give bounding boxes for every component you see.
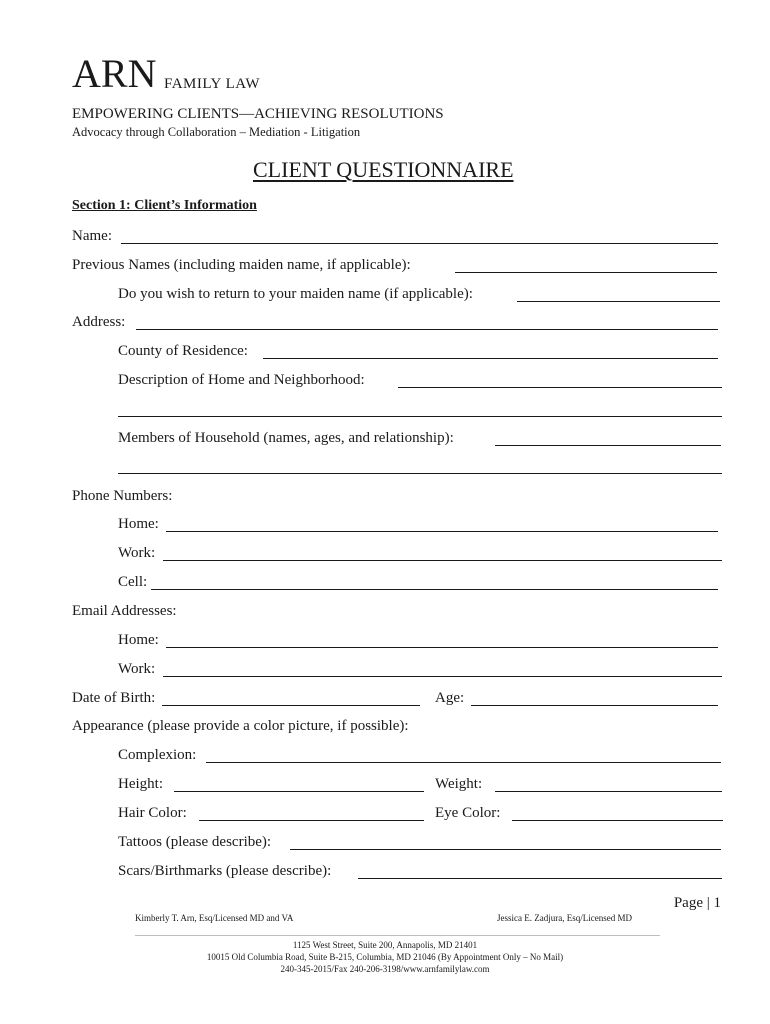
name-label: Name: bbox=[72, 228, 112, 244]
email-work-label: Work: bbox=[118, 661, 156, 677]
subtagline: Advocacy through Collaboration – Mediation - Litigation bbox=[72, 125, 361, 139]
name-field[interactable] bbox=[121, 243, 718, 244]
county-field[interactable] bbox=[263, 358, 718, 359]
household-label: Members of Household (names, ages, and relationship): bbox=[118, 430, 454, 446]
page-number: Page | 1 bbox=[673, 895, 721, 911]
tattoos-field[interactable] bbox=[290, 849, 721, 850]
household-field[interactable] bbox=[495, 445, 721, 446]
tattoos-label: Tattoos (please describe): bbox=[118, 834, 272, 850]
attorney-right: Jessica E. Zadjura, Esq/Licensed MD bbox=[497, 913, 632, 923]
footer-divider bbox=[135, 935, 660, 936]
phone-work-label: Work: bbox=[118, 545, 156, 561]
email-addresses-label: Email Addresses: bbox=[72, 603, 177, 619]
section-heading: Section 1: Client’s Information bbox=[72, 198, 257, 213]
hair-color-field[interactable] bbox=[199, 820, 424, 821]
phone-numbers-label: Phone Numbers: bbox=[72, 488, 173, 504]
eye-color-field[interactable] bbox=[512, 820, 723, 821]
phone-cell-field[interactable] bbox=[151, 589, 718, 590]
return-maiden-field[interactable] bbox=[517, 301, 720, 302]
phone-work-field[interactable] bbox=[163, 560, 722, 561]
dob-field[interactable] bbox=[162, 705, 420, 706]
complexion-label: Complexion: bbox=[118, 747, 197, 763]
age-label: Age: bbox=[435, 690, 465, 706]
page-title: CLIENT QUESTIONNAIRE bbox=[253, 157, 514, 182]
previous-names-label: Previous Names (including maiden name, if applicable): bbox=[72, 257, 411, 273]
dob-label: Date of Birth: bbox=[72, 690, 156, 706]
weight-field[interactable] bbox=[495, 791, 722, 792]
scars-field[interactable] bbox=[358, 878, 722, 879]
height-label: Height: bbox=[118, 776, 163, 792]
phone-home-label: Home: bbox=[118, 516, 159, 532]
height-field[interactable] bbox=[174, 791, 424, 792]
phone-cell-label: Cell: bbox=[118, 574, 148, 590]
age-field[interactable] bbox=[471, 705, 718, 706]
county-label: County of Residence: bbox=[118, 343, 248, 359]
logo-family-law: FAMILY LAW bbox=[164, 76, 261, 92]
logo-arn: ARN bbox=[72, 51, 157, 96]
home-description-field[interactable] bbox=[398, 387, 722, 388]
complexion-field[interactable] bbox=[206, 762, 721, 763]
appearance-label: Appearance (please provide a color picture, if possible): bbox=[72, 718, 409, 734]
email-home-field[interactable] bbox=[166, 647, 718, 648]
hair-color-label: Hair Color: bbox=[118, 805, 187, 821]
attorney-left: Kimberly T. Arn, Esq/Licensed MD and VA bbox=[135, 913, 294, 923]
eye-color-label: Eye Color: bbox=[435, 805, 501, 821]
household-field-2[interactable] bbox=[118, 473, 722, 474]
footer-address-1: 1125 West Street, Suite 200, Annapolis, MD 21401 bbox=[292, 940, 478, 950]
address-label: Address: bbox=[72, 314, 126, 330]
footer-contact: 240-345-2015/Fax 240-206-3198/www.arnfamilylaw.com bbox=[280, 964, 490, 974]
previous-names-field[interactable] bbox=[455, 272, 717, 273]
home-description-field-2[interactable] bbox=[118, 416, 722, 417]
weight-label: Weight: bbox=[435, 776, 483, 792]
return-maiden-label: Do you wish to return to your maiden name (if applicable): bbox=[118, 286, 473, 302]
email-home-label: Home: bbox=[118, 632, 159, 648]
address-field[interactable] bbox=[136, 329, 718, 330]
tagline: EMPOWERING CLIENTS—ACHIEVING RESOLUTIONS bbox=[72, 106, 444, 122]
phone-home-field[interactable] bbox=[166, 531, 718, 532]
home-description-label: Description of Home and Neighborhood: bbox=[118, 372, 365, 388]
scars-label: Scars/Birthmarks (please describe): bbox=[118, 863, 332, 879]
footer-address-2: 10015 Old Columbia Road, Suite B-215, Columbia, MD 21046 (By Appointment Only – No Mail) bbox=[206, 952, 564, 962]
email-work-field[interactable] bbox=[163, 676, 722, 677]
